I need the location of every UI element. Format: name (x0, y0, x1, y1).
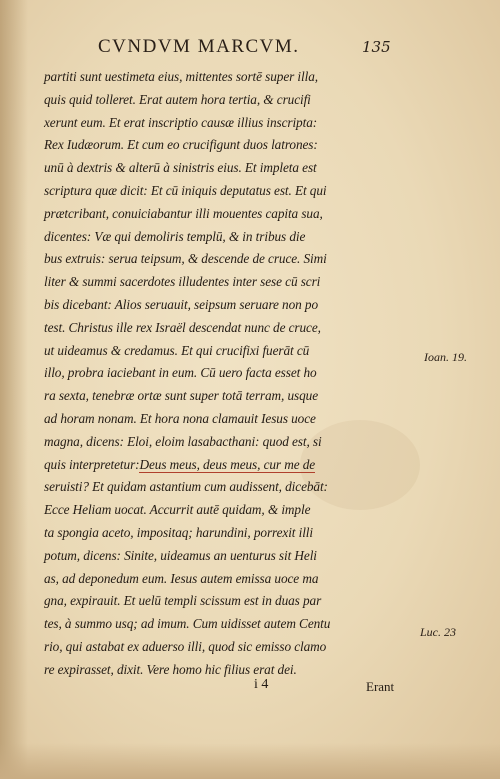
text-line: magna, dicens: Eloi, eloim lasabacthani: quod est, si (44, 433, 322, 449)
text-line: bis dicebant: Alios seruauit, seipsum seruare non po (44, 296, 319, 312)
text-line: Ecce Heliam uocat. Accurrit autē quidam, & imple (44, 502, 311, 518)
text-line: ad horam nonam. Et hora nona clamauit Iesus uoce (44, 410, 316, 426)
text-line: scriptura quæ dicit: Et cū iniquis deputatus est. Et qui (44, 182, 327, 198)
text-line: tes, à summo usq; ad imum. Cum uidisset autem Centu (44, 616, 331, 632)
text-line: xerunt eum. Et erat inscriptio causæ illius inscripta: (44, 114, 318, 130)
text-line: illo, probra iaciebant in eum. Cū uero facta esset ho (44, 365, 317, 381)
text-line: seruisti? Et quidam astantium cum audissent, dicebāt: (44, 479, 328, 495)
signature-mark: i 4 (254, 677, 269, 692)
text-line: dicentes: Væ qui demoliris templū, & in tribus die (44, 228, 306, 244)
text-line: partiti sunt uestimeta eius, mittentes sortē super illa, (44, 69, 318, 84)
margin-note-ioan: Ioan. 19. (424, 350, 467, 364)
text-block (44, 66, 416, 682)
text-line: unū à dextris & alterū à sinistris eius. Et impleta est (44, 160, 317, 176)
text-line: quis quid tolleret. Erat autem hora tertia, & crucifi (44, 91, 311, 107)
catchword: Erant (366, 679, 395, 694)
text-line: rio, qui astabat ex aduerso illi, quod sic emisso clamo (44, 638, 327, 654)
text-line: re expirasset, dixit. Vere homo hic filius erat dei. (44, 661, 297, 677)
page-edge-shadow (0, 0, 28, 779)
line-prefix: quis interpretetur: (44, 456, 140, 472)
text-line: gna, expirauit. Et uelū templi scissum est in duas par (44, 593, 322, 609)
text-line: ra sexta, tenebræ ortæ sunt super totā terram, usque (44, 388, 319, 404)
margin-note-luc: Luc. 23 (420, 625, 456, 639)
text-line-underlined (44, 454, 416, 477)
text-line: bus extruis: serua teipsum, & descende de cruce. Simi (44, 251, 327, 267)
text-line: Rex Iudæorum. Et cum eo crucifigunt duos latrones: (44, 137, 318, 153)
text-line: liter & summi sacerdotes illudentes inter sese cū scri (44, 274, 321, 290)
text-line: as, ad deponedum eum. Iesus autem emissa uoce ma (44, 570, 319, 586)
running-title: CVNDVM MARCVM. (98, 36, 300, 57)
folio-number: 135 (362, 38, 391, 56)
text-line: potum, dicens: Sinite, uideamus an uenturus sit Heli (44, 547, 317, 563)
underlined-phrase: Deus meus, deus meus, cur me de (139, 456, 316, 472)
text-line: ta spongia aceto, impositaq; harundini, porrexit illi (44, 524, 314, 540)
text-line: prætcribant, conuiciabantur illi mouentes capita sua, (44, 205, 323, 221)
text-line: ut uideamus & credamus. Et qui crucifixi fuerāt cū (44, 342, 310, 358)
text-line: test. Christus ille rex Israël descendat nunc de cruce, (44, 319, 321, 335)
page-bottom-shadow (0, 743, 500, 779)
